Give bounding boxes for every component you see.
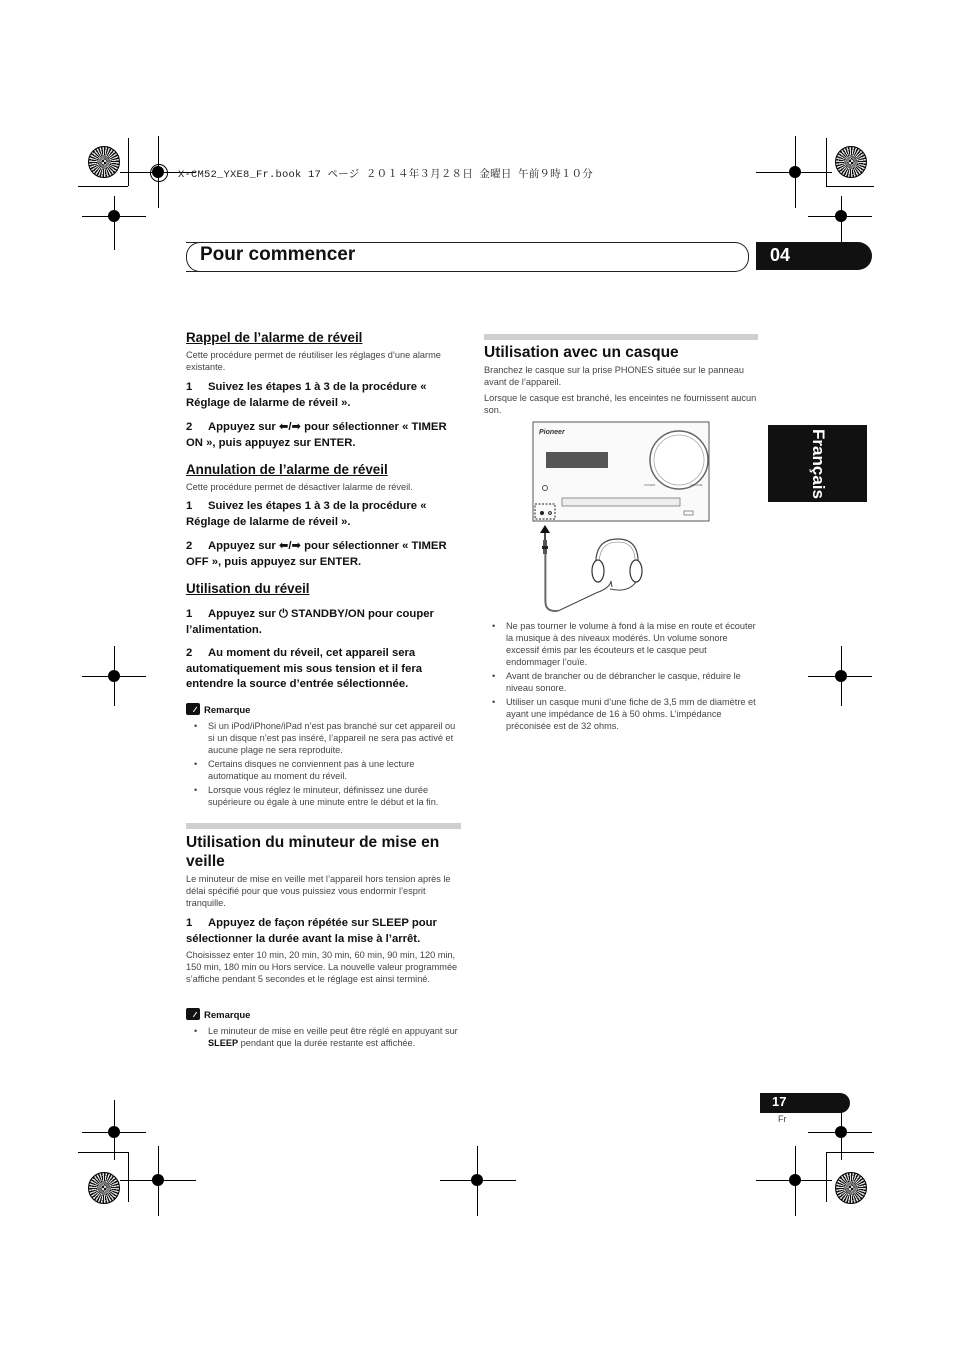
chapter-badge bbox=[756, 242, 872, 270]
section-bar bbox=[484, 334, 758, 340]
note-heading: Remarque bbox=[186, 1008, 250, 1021]
step-detail: Choisissez enter 10 min, 20 min, 30 min, 60 min, 90 min, 120 min, 150 min, 180 min ou Hors service. La nouvelle valeur programmée s’affiche pendant 5 secondes et le réglage est ainsi terminé. bbox=[186, 950, 458, 984]
page-language: Fr bbox=[778, 1114, 787, 1124]
registration-dot-icon bbox=[789, 166, 801, 178]
list-item: • Le minuteur de mise en veille peut être réglé en appuyant sur SLEEP pendant que la durée restante est affichée. bbox=[186, 1025, 462, 1049]
registration-dot-icon bbox=[835, 670, 847, 682]
registration-dot-icon bbox=[471, 1174, 483, 1186]
list-item: • Utiliser un casque muni d’une fiche de 3,5 mm de diamètre et ayant une impédance de 16 à 50 ohms. L’impédance préconisée est de 32 ohms. bbox=[484, 696, 758, 732]
section-intro: Cette procédure permet de réutiliser les réglages d’une alarme existante. bbox=[186, 350, 441, 372]
paragraph: Lorsque le casque est branché, les enceintes ne fournissent aucun son. bbox=[484, 393, 757, 415]
paragraph: Branchez le casque sur la prise PHONES située sur le panneau avant de l’appareil. bbox=[484, 365, 744, 387]
section-title-headphones: Utilisation avec un casque bbox=[484, 344, 679, 361]
list-item: • Certains disques ne conviennent pas à une lecture automatique au moment du réveil. bbox=[186, 758, 462, 782]
note-list bbox=[186, 1025, 462, 1051]
device-illustration bbox=[532, 421, 712, 617]
note-pencil-icon bbox=[186, 703, 200, 715]
step-item: 2 Appuyez sur ⬅/➡ pour sélectionner « TIMER ON », puis appuyez sur ENTER. bbox=[186, 421, 447, 449]
section-bar bbox=[186, 823, 461, 829]
page-number-badge bbox=[760, 1093, 850, 1113]
section-title-alarm-use: Utilisation du réveil bbox=[186, 581, 310, 596]
device-brand: Pioneer bbox=[539, 429, 565, 436]
registration-rose-icon bbox=[88, 1172, 120, 1204]
device-volume-label: VOLUME bbox=[690, 483, 703, 487]
section-intro: Le minuteur de mise en veille met l’appareil hors tension après le délai spécifié pour que vous puissiez vous endormir l’esprit tranquille. bbox=[186, 874, 451, 908]
headphone-notes bbox=[484, 620, 758, 734]
list-item: • Lorsque vous réglez le minuteur, définissez une durée supérieure ou égale à une minute entre le début et la fin. bbox=[186, 784, 462, 808]
registration-rose-icon bbox=[835, 146, 867, 178]
section-title-alarm-recall: Rappel de l’alarme de réveil bbox=[186, 330, 363, 345]
note-list bbox=[186, 720, 462, 810]
registration-dot-icon bbox=[108, 1126, 120, 1138]
registration-dot-icon bbox=[152, 1174, 164, 1186]
section-title-sleep-timer: Utilisation du minuteur de mise en veille bbox=[186, 834, 440, 870]
page-number: 17 bbox=[772, 1094, 787, 1109]
list-item: • Avant de brancher ou de débrancher le casque, réduire le niveau sonore. bbox=[484, 670, 758, 694]
language-tab bbox=[768, 425, 867, 502]
registration-dot-icon bbox=[789, 1174, 801, 1186]
section-intro: Cette procédure permet de désactiver lalarme de réveil. bbox=[186, 482, 413, 492]
registration-rose-icon bbox=[835, 1172, 867, 1204]
registration-dot-icon bbox=[108, 670, 120, 682]
section-title-alarm-cancel: Annulation de l’alarme de réveil bbox=[186, 462, 388, 477]
registration-dot-icon bbox=[835, 210, 847, 222]
device-power-label: POWER bbox=[644, 483, 656, 487]
step-item: 1 Suivez les étapes 1 à 3 de la procédure « Réglage de lalarme de réveil ». bbox=[186, 500, 427, 528]
list-item: • Si un iPod/iPhone/iPad n’est pas branché sur cet appareil ou si un disque n’est pas inséré, l’appareil ne sera pas activé et aucune plage ne sera reproduite. bbox=[186, 720, 462, 756]
step-item: 2 Appuyez sur ⬅/➡ pour sélectionner « TIMER OFF », puis appuyez sur ENTER. bbox=[186, 540, 447, 568]
step-item: 1 Suivez les étapes 1 à 3 de la procédure « Réglage de lalarme de réveil ». bbox=[186, 381, 427, 409]
language-tab-label: Français bbox=[808, 428, 828, 499]
list-item: • Ne pas tourner le volume à fond à la mise en route et écouter la musique à des niveaux modérés. Un volume sonore excessif émis par les écouteurs et le casque peut endommager l’ouïe. bbox=[484, 620, 758, 668]
step-item: 1 Appuyez sur ⏻ STANDBY/ON pour couper l’alimentation. bbox=[186, 608, 434, 636]
chapter-number: 04 bbox=[770, 245, 791, 265]
registration-dot-icon bbox=[835, 1126, 847, 1138]
registration-dot-icon bbox=[108, 210, 120, 222]
page-title: Pour commencer bbox=[200, 244, 356, 265]
step-item: 2 Au moment du réveil, cet appareil sera automatiquement mis sous tension et il fera entendre la source d’entrée sélectionnée. bbox=[186, 647, 423, 690]
note-heading: Remarque bbox=[186, 703, 250, 716]
registration-rose-icon bbox=[88, 146, 120, 178]
print-slug: X-CM52_YXE8_Fr.book 17 ページ ２０１４年３月２８日 金曜日 午前９時１０分 bbox=[178, 169, 593, 181]
note-pencil-icon bbox=[186, 1008, 200, 1020]
registration-dot-icon bbox=[152, 166, 164, 178]
step-item: 1 Appuyez de façon répétée sur SLEEP pour sélectionner la durée avant la mise à l’arrêt. bbox=[186, 917, 437, 945]
